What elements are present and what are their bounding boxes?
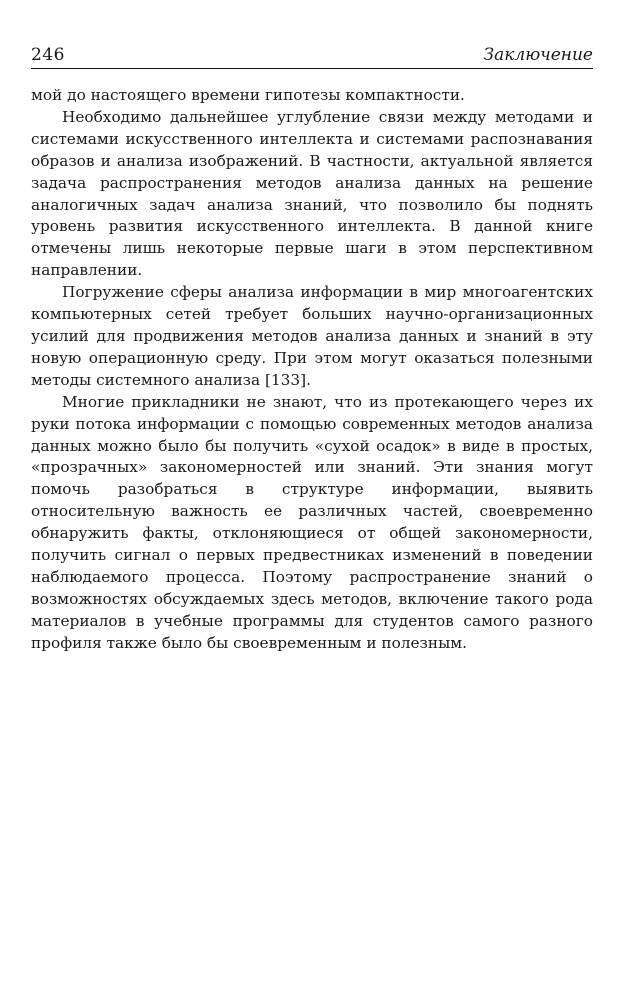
- paragraph: Многие прикладники не знают, что из протекающего через их руки потока информации с помощью современных методов анализа данных можно было бы получить «сухой осадок» в виде в простых, «прозрачных» закономерностей или знаний. Эти знания могут помочь разобраться в структуре информации, выявить относительную важность ее различных частей, своевременно обнаружить факты, отклоняющиеся от общей закономерности, получить сигнал о первых предвестниках изменений в поведении наблюдаемого процесса. Поэтому распространение знаний о возможностях обсуждаемых здесь методов, включение такого рода материалов в учебные программы для студентов самого разного профиля также было бы своевременным и полезным.: [31, 392, 593, 652]
- paragraph-continuation: мой до настоящего времени гипотезы компактности.: [31, 86, 465, 104]
- paragraph: Погружение сферы анализа информации в мир многоагентских компьютерных сетей требует больших научно-организационных усилий для продвижения методов анализа данных и знаний в эту новую операционную среду. При этом могут оказаться полезными методы системного анализа [133].: [31, 283, 593, 389]
- section-title: Заключение: [483, 45, 593, 65]
- page-number: 246: [31, 45, 65, 65]
- body-text: [31, 85, 593, 655]
- book-page: [31, 44, 593, 655]
- paragraph: Необходимо дальнейшее углубление связи между методами и системами искусственного интеллекта и системами распознавания образов и анализа изображений. В частности, актуальной является задача распространения методов анализа данных на решение аналогичных задач анализа знаний, что позволило бы поднять уровень развития искусственного интеллекта. В данной книге отмечены лишь некоторые первые шаги в этом перспективном направлении.: [31, 107, 593, 280]
- running-header: [31, 44, 593, 69]
